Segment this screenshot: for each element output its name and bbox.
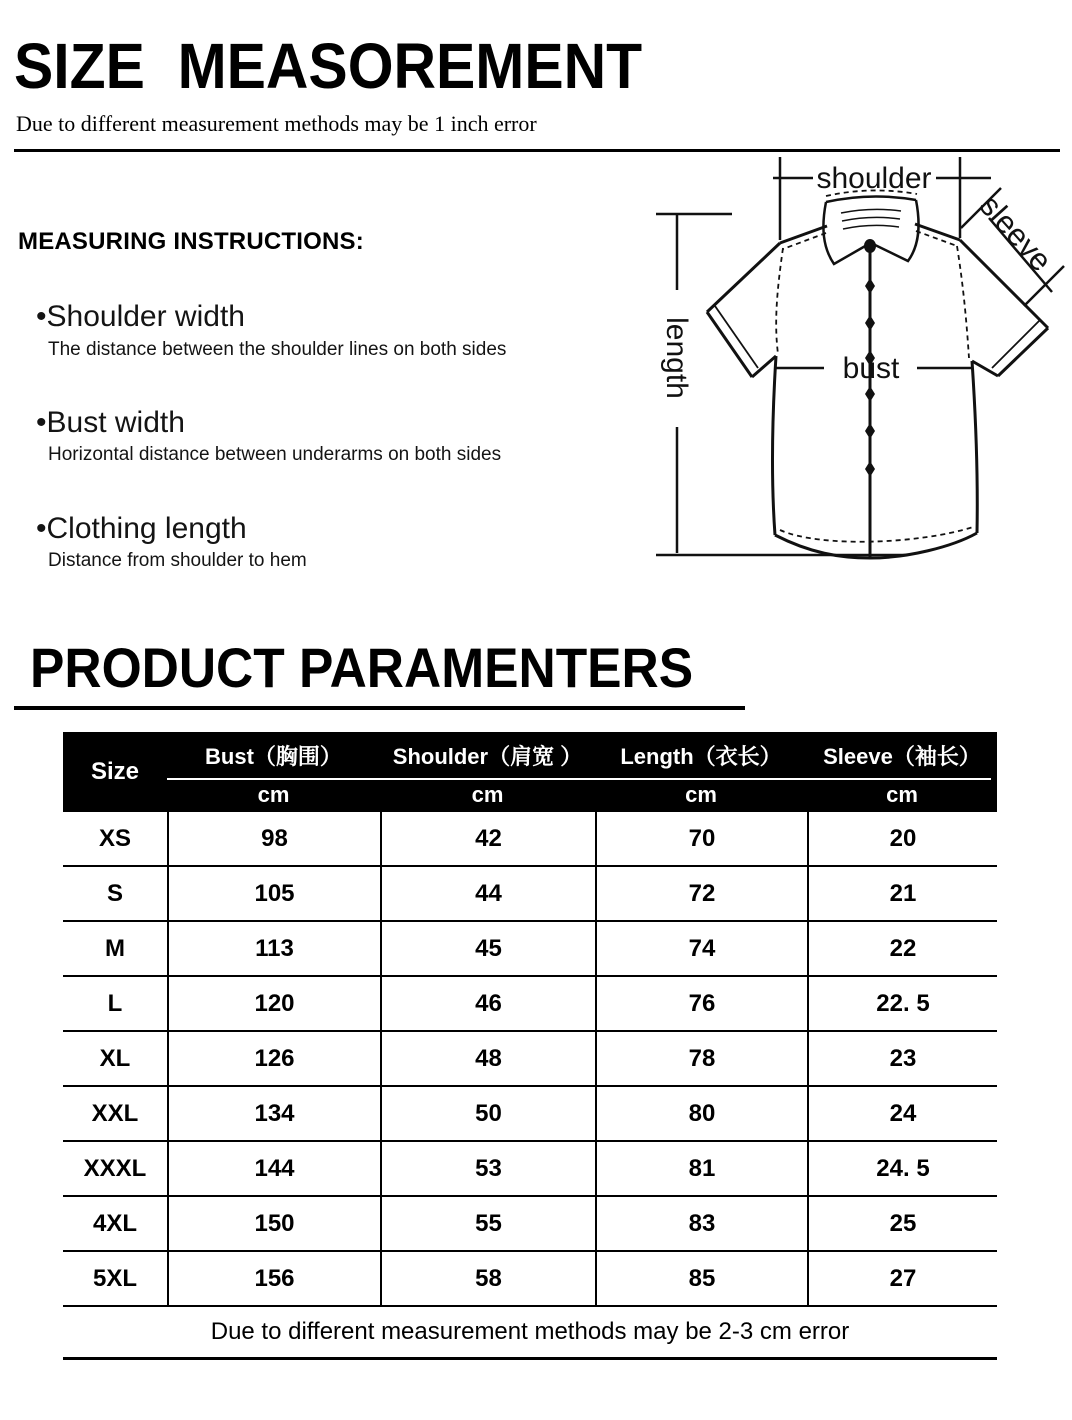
unit-sleeve: cm [886,782,918,807]
value-cell: 46 [380,977,595,1030]
value-cell: 25 [807,1197,997,1250]
value-cell: 45 [380,922,595,975]
size-table-header [63,732,997,812]
shoulder-label: shoulder [816,162,932,195]
value-cell: 98 [167,812,380,865]
header-sleeve: Sleeve（袖长） [823,743,981,769]
value-cell: 55 [380,1197,595,1250]
value-cell: 76 [595,977,807,1030]
instructions-heading: MEASURING INSTRUCTIONS: [18,228,364,255]
value-cell: 44 [380,867,595,920]
value-cell: 27 [807,1252,997,1305]
size-table-row [63,812,997,867]
value-cell: 85 [595,1252,807,1305]
value-cell: 126 [167,1032,380,1085]
size-table-row [63,1087,997,1142]
value-cell: 50 [380,1087,595,1140]
sleeve-label: sleeve [972,187,1059,278]
unit-shoulder: cm [471,782,504,807]
header-shoulder: Shoulder（肩宽 ） [392,743,583,769]
value-cell: 134 [167,1087,380,1140]
size-table-row [63,1197,997,1252]
instruction-desc-shoulder: The distance between the shoulder lines on both sides [48,339,507,360]
value-cell: 53 [380,1142,595,1195]
value-cell: 58 [380,1252,595,1305]
value-cell: 144 [167,1142,380,1195]
unit-length: cm [685,782,717,807]
instruction-term-bust: •Bust width [36,406,185,439]
value-cell: 24 [807,1087,997,1140]
size-cell: XXXL [83,1154,147,1182]
size-cell: 5XL [92,1264,137,1292]
size-table-row [63,1032,997,1087]
instruction-term-length: •Clothing length [36,512,247,545]
value-cell: 42 [380,812,595,865]
parameters-heading: PRODUCT PARAMENTERS [30,636,694,699]
value-cell: 23 [807,1032,997,1085]
size-table-row [63,922,997,977]
value-cell: 22 [807,922,997,975]
size-cell: XL [99,1044,131,1072]
shirt-outline [707,224,1048,558]
size-table-body [63,812,997,1307]
instruction-desc-bust: Horizontal distance between underarms on both sides [48,444,502,465]
value-cell: 21 [807,867,997,920]
value-cell: 22. 5 [807,977,997,1030]
size-cell: S [106,879,123,907]
page-subtitle: Due to different measurement methods may be 1 inch error [16,111,537,136]
value-cell: 70 [595,812,807,865]
value-cell: 105 [167,867,380,920]
shirt-diagram [620,140,1072,590]
header-length: Length（衣长） [620,743,782,769]
value-cell: 24. 5 [807,1142,997,1195]
size-table [63,732,997,1360]
value-cell: 80 [595,1087,807,1140]
unit-bust: cm [257,782,290,807]
instruction-desc-length: Distance from shoulder to hem [48,550,307,571]
length-label: length [660,317,693,399]
instruction-term-shoulder: •Shoulder width [36,300,245,333]
value-cell: 83 [595,1197,807,1250]
value-cell: 72 [595,867,807,920]
size-table-row [63,977,997,1032]
value-cell: 48 [380,1032,595,1085]
size-cell: L [107,989,123,1017]
size-cell: M [105,934,125,962]
value-cell: 20 [807,812,997,865]
size-table-row [63,867,997,922]
value-cell: 113 [167,922,380,975]
value-cell: 74 [595,922,807,975]
value-cell: 78 [595,1032,807,1085]
header-bust: Bust（胸围） [205,743,342,769]
page-title: SIZE MEASOREMENT [14,30,643,102]
size-table-row [63,1142,997,1197]
size-cell: 4XL [92,1209,137,1237]
mid-divider [14,706,745,710]
size-table-row [63,1252,997,1307]
value-cell: 81 [595,1142,807,1195]
size-cell: XS [98,824,131,852]
header-size: Size [90,758,140,785]
value-cell: 156 [167,1252,380,1305]
value-cell: 120 [167,977,380,1030]
value-cell: 150 [167,1197,380,1250]
bust-label: bust [842,352,900,385]
size-table-note: Due to different measurement methods may be 2-3 cm error [63,1307,997,1360]
size-cell: XXL [91,1099,139,1127]
